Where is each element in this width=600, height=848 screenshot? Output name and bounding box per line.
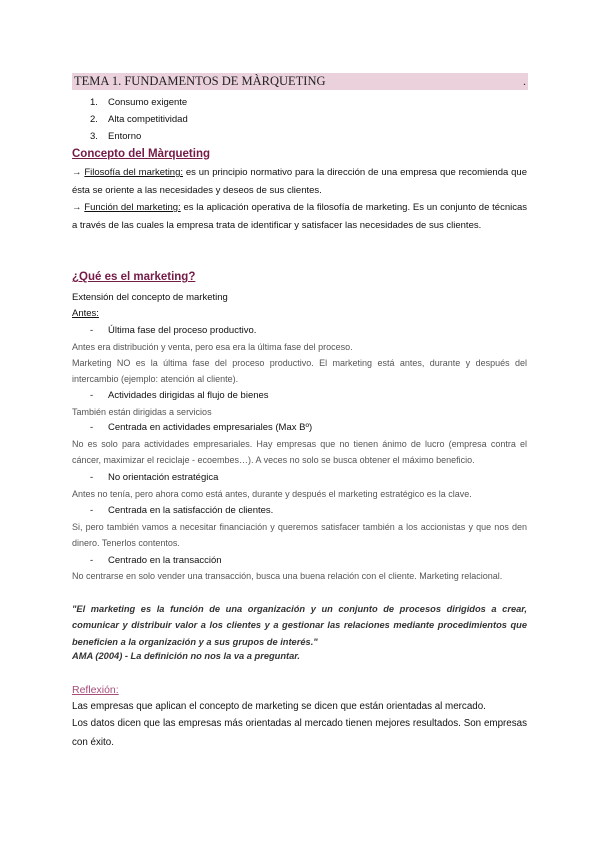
bullet-note: Si, pero también vamos a necesitar financiación y queremos satisfacer también a los accionistas y que nos den dinero. Tenerlos contentos. [72, 522, 527, 548]
bullet-title: Centrada en actividades empresariales (Max Bº) [108, 422, 313, 433]
bullet-dash: - [90, 472, 94, 483]
reflexion-line: Las empresas que aplican el concepto de marketing se dicen que están orientadas al mercado. [72, 701, 486, 712]
quote-source: AMA (2004) - La definición no nos la va a preguntar. [72, 651, 300, 661]
bullet-title: Centrado en la transacción [108, 555, 222, 566]
bullet-note: Antes era distribución y venta, pero esa era la última fase del proceso. [72, 342, 353, 352]
bullet-dash: - [90, 325, 94, 336]
bullet-dash: - [90, 390, 94, 401]
bullet-note: Antes no tenía, pero ahora como está antes, durante y después el marketing estratégico es la clave. [72, 489, 472, 499]
title-trailing: . [523, 74, 526, 88]
list-item: Consumo exigente [108, 97, 188, 108]
list-number: 1. [90, 97, 98, 108]
bullet-note: También están dirigidas a servicios [72, 407, 212, 417]
arrow-icon: → [72, 202, 82, 213]
list-number: 3. [90, 131, 98, 142]
bullet-dash: - [90, 422, 94, 433]
bullet-title: Actividades dirigidas al flujo de bienes [108, 390, 269, 401]
section-heading-concepto: Concepto del Màrqueting [72, 148, 210, 160]
bullet-dash: - [90, 555, 94, 566]
filosofia-paragraph [72, 164, 527, 201]
list-item: Entorno [108, 131, 142, 142]
ama-quote: "El marketing es la función de una organización y un conjunto de procesos dirigidos a crear, comunicar y distribuir valor a los clientes y a gestionar las relaciones mediante procedimientos que beneficien a la organización y a sus grupos de interés." [72, 604, 527, 647]
antes-label: Antes: [72, 308, 99, 319]
list-item: Alta competitividad [108, 114, 188, 125]
bullet-title: Centrada en la satisfacción de clientes. [108, 505, 274, 516]
arrow-icon: → [72, 167, 82, 178]
filosofia-text: es un principio normativo para la dirección de una empresa que recomienda que ésta se oriente a las necesidades y deseos de sus clientes. [72, 167, 527, 197]
funcion-paragraph [72, 199, 527, 236]
reflexion-paragraph: Los datos dicen que las empresas más orientadas al mercado tienen mejores resultados. Son empresas con éxito. [72, 718, 527, 748]
bullet-title: No orientación estratégica [108, 472, 219, 483]
list-number: 2. [90, 114, 98, 125]
section-heading-que-es: ¿Qué es el marketing? [72, 271, 196, 283]
page-title: TEMA 1. FUNDAMENTOS DE MÀRQUETING [74, 74, 326, 88]
title-highlight [72, 73, 528, 90]
funcion-text: es la aplicación operativa de la filosofía de marketing. Es un conjunto de técnicas a través de las cuales la empresa trata de identificar y satisfacer las necesidades de sus clientes. [72, 202, 527, 232]
bullet-note: No es solo para actividades empresariales. Hay empresas que no tienen ánimo de lucro (empresa contra el cáncer, maximizar el reciclaje - ecoembes…). A veces no solo se busca obtener el máximo beneficio. [72, 439, 527, 465]
filosofia-label: Filosofía del marketing: [84, 167, 184, 178]
bullet-dash: - [90, 505, 94, 516]
bullet-note: Marketing NO es la última fase del proceso productivo. El marketing está antes, durante y después del intercambio (ejemplo: atención al cliente). [72, 358, 527, 384]
reflexion-heading: Reflexión: [72, 684, 119, 696]
bullet-title: Última fase del proceso productivo. [108, 325, 257, 336]
extension-text: Extensión del concepto de marketing [72, 292, 228, 303]
funcion-label: Función del marketing: [84, 202, 181, 213]
bullet-note: No centrarse en solo vender una transacción, busca una buena relación con el cliente. Marketing relacional. [72, 571, 503, 581]
